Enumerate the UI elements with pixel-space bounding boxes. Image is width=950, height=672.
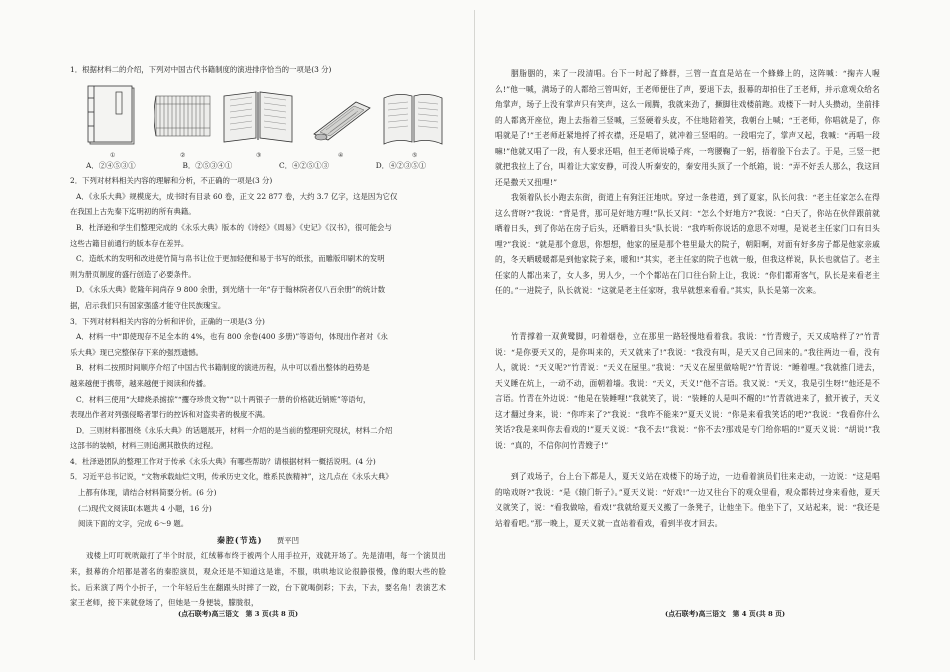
q3-option-c-1: C．材料三使用“大肆烧杀掳掠”“攫夺珍贵文物”“以十两银子一册的价格就近销赃”等语句， <box>76 394 371 404</box>
left-page-footer: (点石联考)高三语文 第 3 页(共 8 页) <box>178 610 299 618</box>
q3-option-a-2: 乐大典》现已完整保存下来的强烈遗憾。 <box>70 347 204 357</box>
fig-label-1: ① <box>110 151 116 159</box>
passage-title-line <box>70 533 446 549</box>
open-book-figure <box>380 84 446 146</box>
passage-paragraph-1: 戏楼上叮叮咣咣敲打了半个时辰，红绒幕布终于被两个人用手拉开，戏就开场了。先是清唱，每一个演员出来，报幕的介绍都是著名的秦腔演员，观众还是不知道这是谁，不服，哄哄地议论很静很慢，像的眼大些的脸长。后来演了两个小折子，一个年轻后生在翻跟头时摔了一跤，台下就喝倒彩；下去，下去，要名角！表演艺术家王老师，接下来就登场了，但她是一身便装，朦胧很， <box>70 551 446 608</box>
fig-label-2: ② <box>180 151 186 159</box>
right-paragraph-1: 胭脂胭的，来了一段清唱。台下一时起了蜂群，三管一直直是站在一个蜂蜂上的，这阵喊：“掬卉人喔么!”他一喊，满场子的人都给三管叫好，王老师便住了声，要退下去，报幕的却拍住了王老师，并示意观众给名角掌声，场子上没有掌声只有笑声，这么一闹腾，我就来劲了，撅脚往戏楼前跑。戏楼下一时人头攒动，坐前排的人都离开座位，跑上去指着三竖喊，三竖硬着头皮，不住地陪着笑，我朝台上喊；“王老师，你唱就是了，你唱就是了!”王老师赶紧地捋了捋衣襟，还是唱了，就冲着三竖唱的。一段唱完了，掌声又起，我喊：“再唱一段嘛!”他就又唱了一段，有人要求还唱，但王老师说嗓子疼，一弯腰鞠了一躬，捂着脸下台去了。于是，三竖一把就把我拉上了台，叫着让大家安静，可没人听秦安的，秦安用头顶了一个纸箱，说：“弄不好丢人那么，我这回还是撒天又扭哩!” <box>495 69 880 187</box>
thread-bound-book-figure <box>84 82 140 148</box>
q2-option-a-2: 在我国上古先秦下迄明初的所有典籍。 <box>70 207 196 217</box>
fig-label-3: ③ <box>256 151 262 159</box>
left-column <box>70 62 446 611</box>
right-paragraph-3: 竹青撑着一双黄鹭脚，叼着烟卷，立在那里一路轻慢地看着我。我说：“竹青嫂子，天又成啥样了?”竹青说：“是你要天又的，是你叫来的，天又就来了!”我说：“我没有叫，是天又自己回来的。”我往两边一看，没有人，就说：“天义呢?”竹青说：“天义在屋里。”我说：“天义在屋里做啥呢?”竹青说：“睡着哩。”我就推门进去，天义睡在炕上，一动不动，面朝着墙。我说：“天义，天义!”他不言语。我又说：“天义，我是引生呀!”他还是不言语。竹青在外边说：“他是在装睡哩!”我就笑了，说：“装睡的人是叫不醒的!”竹青就进来了，掀开被子，天义这才翻过身来，说：“你咋来了?”我说：“我咋不能来?”夏天义说：“你是来看我笑话的吧?”我说：“我看你什么笑话?我是来叫你去看戏的!”夏天义说：“我不去!”我说：“你不去?那戏是专门给你唱的!”夏天义说：“胡说!”我说：“真的，不信你问竹青嫂子!” <box>495 332 880 450</box>
right-page-footer: (点石联考)高三语文 第 4 页(共 8 页) <box>665 610 786 618</box>
q3-stem: 3．下列对材料相关内容的分析和评价，正确的一项是(3 分) <box>70 316 265 326</box>
passage-author: 贾平凹 <box>276 535 300 545</box>
right-page <box>475 0 950 672</box>
q2-option-c-2: 则为册页制度的盛行创造了必要条件。 <box>70 269 196 279</box>
q2-option-d-2: 据，启示我们只有国家强盛才能守住民族瑰宝。 <box>70 300 226 310</box>
fig-label-4: ④ <box>338 151 344 159</box>
right-paragraph-4: 到了戏场子，台上台下都是人，夏天义站在戏楼下的场子边，一边看着演员们往来走动，一边说：“这是唱的啥戏呀?”我说：“是《辕门斩子》。”夏天义说：“好戏!”一边又往台下的观众里看，观众都转过身来看他，夏天义就笑了，说：“看我做啥，看戏!”我就给夏天义搬了一条凳子，让他坐下。他坐下了，又站起来，说：“我还是站着看吧。”那一晚上，夏天义就一直站着看戏，看到半夜才回去。 <box>495 472 880 528</box>
q3-option-b-1: B．材料二按照时间顺序介绍了中国古代书籍制度的演进历程，从中可以看出整体的趋势是 <box>76 363 370 373</box>
q4-stem: 4．杜泽逊团队的整理工作对于传承《永乐大典》有哪些帮助？请根据材料一概括说明。(4 分) <box>70 456 376 466</box>
reading-instruction: 阅读下面的文字，完成 6～9 题。 <box>78 519 189 529</box>
q1-option-b: B．②⑤③④① <box>182 160 233 170</box>
q5-stem-2: 上都有体现，请结合材料简要分析。(6 分) <box>78 488 217 498</box>
q2-option-b-2: 这些古籍目前通行的版本存在差异。 <box>70 238 189 248</box>
q3-option-a-1: A．材料一中“即使现存不足全本的 4%，也有 800 余卷(400 多册)”等语句，体现出作者对《永 <box>76 332 388 342</box>
right-paragraph-2: 我领着队长小跑去东街，街道上有狗汪汪地吠。穿过一条巷道，到了夏家，队长问我：“老主任家怎么在得这么背呀?”我说：“背是背，那可是好地方哩!”队长又问：“怎么个好地方?”我说：“白天了，你站在伙伴跟前就晒着日头，到了你站在房子后头，还晒着日头”队长说：“我咋听你说话的意思不对哩，是说老主任家门口有日头哩?”我说：“就是那个意思，你想想，他家的屋是那个巷里最大的院子，朝阳啊，对面有好多房子都是他家亲戚的，冬天晒暖暖都是到他家院子来，暖和!”其实，老主任家的院子也就一般，但我这样说，队长也就信了。老主任家的人都出来了，女人多，男人少，一个个都站在门口往台阶上让，我说：“你们都甭客气，队长是来看老主任的。”一进院子，队长就说：“这就是老主任家呀，我早就想来看看。”其实，队长是第一次来。 <box>495 193 880 295</box>
q2-option-d-1: D．《永乐大典》乾隆年间尚存 9 800 余册，到光绪十一年“存于翰林院者仅八百余册”的统计数 <box>76 285 386 295</box>
q2-option-a-1: A．《永乐大典》规模庞大，成书时有目录 60 卷，正文 22 877 卷，大约 3.7 亿字，这是因为它仅 <box>76 191 398 201</box>
q1-option-d: D．④②③⑤① <box>375 160 426 170</box>
q1-stem: 1．根据材料二的介绍，下列对中国古代书籍制度的演进排序恰当的一项是(3 分) <box>70 65 332 74</box>
q3-option-d-2: 这部书的装帧，材料三则追溯其散佚的过程。 <box>70 441 218 451</box>
q2-option-c-1: C．造纸术的发明和改进使竹简与帛书让位于更加轻便和易于书写的纸张，而雕版印刷术的发明 <box>76 254 385 264</box>
q1-option-c: C．④②⑤①③ <box>278 160 329 170</box>
q2-option-b-1: B．杜泽逊和学生们整理完成的《永乐大典》版本的《诗经》《周易》《史记》《汉书》，很可能会与 <box>76 222 392 232</box>
q3-option-d-1: D．三则材料都围绕《永乐大典》的话题展开，材料一介绍的是当前的整理研究现状，材料二介绍 <box>76 425 393 435</box>
q3-option-c-2: 表现出作者对列强侵略者罪行的控诉和对盗卖者的极度不满。 <box>70 410 270 420</box>
bamboo-slips-figure <box>154 90 214 144</box>
section-heading: (二)现代文阅读Ⅱ(本题共 4 小题，16 分) <box>78 503 212 513</box>
q3-option-b-2: 越来越便于携带，越来越便于阅读和传播。 <box>70 378 211 388</box>
butterfly-binding-figure <box>220 86 296 146</box>
scroll-figure <box>306 94 376 144</box>
q1-figures <box>70 80 446 158</box>
passage-title: 秦腔(节选) <box>216 534 263 545</box>
q5-stem-1: 5．习近平总书记说，“文物承载灿烂文明，传承历史文化，维系民族精神”，这几点在《永乐大典》 <box>70 472 393 482</box>
fig-label-5: ⑤ <box>412 151 418 159</box>
right-column <box>495 66 880 546</box>
q1-option-a: A．②④⑤③① <box>86 160 136 170</box>
q2-stem: 2．下列对材料相关内容的理解和分析，不正确的一项是(3 分) <box>70 176 273 186</box>
